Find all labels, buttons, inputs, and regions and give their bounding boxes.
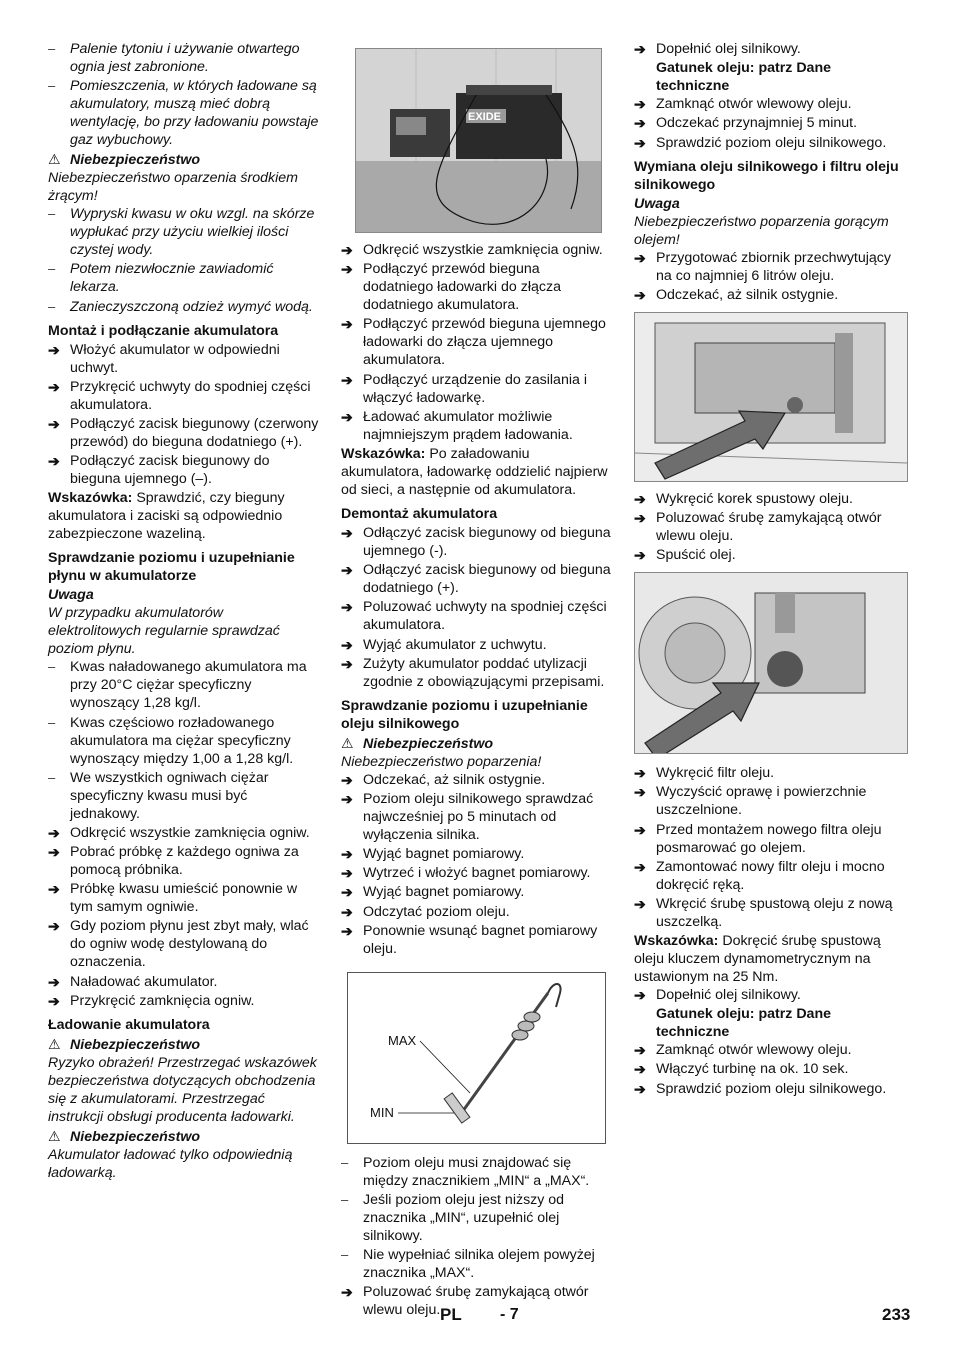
arrow-icon: ➔ [48,341,60,358]
hint: Wskazówka: Dokręcić śrubę spustową oleju kluczem dynamometrycznym na ustawionym na 25 Nm. [634,933,881,986]
step-item: ➔ Poluzować uchwyty na spodniej części akumulatora. [341,599,607,634]
step-item: ➔ Wyjąć bagnet pomiarowy. [341,846,525,863]
arrow-icon: ➔ [634,1042,646,1059]
step-item: ➔ Gdy poziom płynu jest zbyt mały, wlać do ogniw wodę destylowaną do oznaczenia. [48,918,309,971]
arrow-icon: ➔ [634,490,646,507]
arrow-icon: ➔ [341,884,353,901]
arrow-icon: ➔ [341,316,353,333]
step-item: ➔ Wkręcić śrubę spustową oleju z nową uszczelką. [634,895,893,930]
arrow-icon: ➔ [48,415,60,432]
arrow-icon: ➔ [341,865,353,882]
step-item: ➔ Podłączyć zacisk biegunowy (czerwony przewód) do bieguna dodatniego (+). [48,415,319,450]
step-item: ➔ Sprawdzić poziom oleju silnikowego. [634,1080,887,1097]
step-item: ➔ Poziom oleju silnikowego sprawdzać najwcześniej po 5 minutach od wyłączenia silnika. [341,790,594,843]
arrow-icon: ➔ [634,821,646,838]
step-item: ➔ Przygotować zbiornik przechwytujący na co najmniej 6 litrów oleju. [634,249,891,284]
list-item: – Jeśli poziom oleju jest niższy od znacznika „MIN“, uzupełnić olej silnikowy. [341,1192,565,1244]
step-item: ➔ Odczytać poziom oleju. [341,903,510,920]
step-item: ➔ Przed montażem nowego filtra oleju posmarować go olejem. [634,821,882,856]
warning-heading: ⚠ Niebezpieczeństwo [48,1128,201,1145]
section-heading: Demontaż akumulatora [341,505,498,522]
step-item: ➔ Zamknąć otwór wlewowy oleju. [634,1042,852,1059]
caution-text: W przypadku akumulatorów elektrolitowych regularnie sprawdzać poziom płynu. [48,605,280,658]
oil-type-note: Gatunek oleju: patrz Dane techniczne [656,1006,832,1041]
step-item: ➔ Podłączyć przewód bieguna dodatniego ładowarki do złącza dodatniego akumulatora. [341,261,561,314]
arrow-icon: ➔ [341,371,353,388]
list-item: – Zanieczyszczoną odzież wymyć wodą. [48,298,313,315]
list-item: – Wypryski kwasu w oku wzgl. na skórze wypłukać przy użyciu wielkiej ilości czystej wody. [48,206,315,259]
warning-heading: ⚠ Niebezpieczeństwo [341,735,494,752]
step-item: ➔ Odkręcić wszystkie zamknięcia ogniw. [341,242,603,258]
column-right [634,40,907,1099]
arrow-icon: ➔ [634,547,646,564]
min-label: MIN [370,1104,394,1120]
step-item: ➔ Podłączyć urządzenie do zasilania i włączyć ładowarkę. [341,371,587,406]
list-item: – Kwas naładowanego akumulatora ma przy 20°C ciężar specyficzny wynoszący 1,28 kg/l. [48,659,307,712]
list-item: – Kwas częściowo rozładowanego akumulatora ma ciężar specyficzny wynoszący między 1,00 a 1,28 kg/l. [48,714,294,767]
arrow-icon: ➔ [48,378,60,395]
step-item: ➔ Zużyty akumulator poddać utylizacji zgodnie z obowiązującymi przepisami. [341,655,605,690]
arrow-icon: ➔ [48,844,60,861]
warning-text: Akumulator ładować tylko odpowiednią ładowarką. [48,1146,293,1181]
step-item: ➔ Pobrać próbkę z każdego ogniwa za pomocą próbnika. [48,844,299,879]
arrow-icon: ➔ [341,903,353,920]
step-item: ➔ Wykręcić filtr oleju. [634,765,775,782]
arrow-icon: ➔ [634,895,646,912]
arrow-icon: ➔ [341,1284,353,1301]
section-heading: Sprawdzanie poziomu i uzupełnianie płynu w akumulatorze [48,550,295,585]
list-item: – Poziom oleju musi znajdować się między znacznikiem „MIN“ a „MAX“. [341,1154,590,1189]
warning-heading: ⚠ Niebezpieczeństwo [48,1036,201,1053]
arrow-icon: ➔ [634,249,646,266]
arrow-icon: ➔ [634,1061,646,1078]
arrow-icon: ➔ [634,858,646,875]
warning-heading: ⚠ Niebezpieczeństwo [48,152,201,169]
arrow-icon: ➔ [634,286,646,303]
column-middle [341,40,613,1321]
step-item: ➔ Zamontować nowy filtr oleju i mocno dokręcić ręką. [634,858,885,893]
warning-triangle-icon: ⚠ [341,735,354,752]
arrow-icon: ➔ [634,115,646,132]
arrow-icon: ➔ [341,922,353,939]
step-item: ➔ Przykręcić uchwyty do spodniej części akumulatora. [48,378,311,413]
step-item: ➔ Dopełnić olej silnikowy. [634,41,801,57]
warning-triangle-icon: ⚠ [48,152,61,169]
step-item: ➔ Wyjąć bagnet pomiarowy. [341,884,525,901]
battery-charger-photo [355,48,602,233]
list-item: – We wszystkich ogniwach ciężar specyficzny kwasu musi być jednakowy. [48,769,269,822]
step-item: ➔ Podłączyć przewód bieguna ujemnego ładowarki do złącza ujemnego akumulatora. [341,316,606,369]
step-item: ➔ Zamknąć otwór wlewowy oleju. [634,96,852,113]
arrow-icon: ➔ [634,96,646,113]
arrow-icon: ➔ [48,881,60,898]
list-item: – Palenie tytoniu i używanie otwartego ognia jest zabronione. [48,41,300,75]
step-item: ➔ Włożyć akumulator w odpowiedni uchwyt. [48,341,280,376]
max-label: MAX [388,1032,417,1048]
arrow-icon: ➔ [634,784,646,801]
dipstick-diagram [347,972,606,1144]
section-heading: Ładowanie akumulatora [48,1016,210,1033]
drain-plug-photo [634,312,908,482]
step-item: ➔ Odczekać, aż silnik ostygnie. [341,771,546,788]
step-item: ➔ Sprawdzić poziom oleju silnikowego. [634,134,887,151]
step-item: ➔ Przykręcić zamknięcia ogniw. [48,992,255,1009]
section-heading: Montaż i podłączanie akumulatora [48,322,279,339]
footer-language: PL [440,1305,462,1324]
footer-page-section: - 7 [500,1306,519,1323]
oil-type-note: Gatunek oleju: patrz Dane techniczne [656,60,832,95]
step-item: ➔ Naładować akumulator. [48,973,218,990]
hint: Wskazówka: Sprawdzić, czy bieguny akumulatora i zaciski są odpowiednio zabezpieczone wazeliną. [48,490,285,543]
list-item: – Potem niezwłocznie zawiadomić lekarza. [48,261,274,296]
step-item: ➔ Próbkę kwasu umieścić ponownie w tym samym ogniwie. [48,881,298,916]
step-item: ➔ Wyjąć akumulator z uchwytu. [341,636,547,653]
arrow-icon: ➔ [48,918,60,935]
arrow-icon: ➔ [634,134,646,151]
arrow-icon: ➔ [341,599,353,616]
warning-text: Niebezpieczeństwo oparzenia środkiem żrącym! [48,170,298,205]
step-item: ➔ Wyczyścić oprawę i powierzchnie uszczelnione. [634,784,867,819]
step-item: ➔ Spuścić olej. [634,547,736,564]
step-item: ➔ Poluzować śrubę zamykającą otwór wlewu oleju. [341,1284,589,1319]
step-item: ➔ Wytrzeć i włożyć bagnet pomiarowy. [341,865,591,882]
arrow-icon: ➔ [341,636,353,653]
arrow-icon: ➔ [341,562,353,579]
arrow-icon: ➔ [48,453,60,470]
step-item: ➔ Dopełnić olej silnikowy. [634,987,801,1004]
arrow-icon: ➔ [48,973,60,990]
step-item: ➔ Włączyć turbinę na ok. 10 sek. [634,1061,849,1078]
arrow-icon: ➔ [341,524,353,541]
step-item: ➔ Wykręcić korek spustowy oleju. [634,490,853,507]
arrow-icon: ➔ [634,1080,646,1097]
caution-heading: Uwaga [48,587,94,604]
warning-text: Niebezpieczeństwo poparzenia! [341,753,542,770]
arrow-icon: ➔ [634,765,646,782]
column-left [48,40,320,1182]
arrow-icon: ➔ [634,987,646,1004]
step-item: ➔ Ponownie wsunąć bagnet pomiarowy oleju. [341,922,598,957]
section-heading: Sprawdzanie poziomu i uzupełnianie oleju silnikowego [341,697,588,732]
step-item: ➔ Ładować akumulator możliwie najmniejszym prądem ładowania. [341,408,573,443]
arrow-icon: ➔ [634,509,646,526]
footer-page-number: 233 [882,1305,911,1324]
arrow-icon: ➔ [634,41,646,57]
arrow-icon: ➔ [341,655,353,672]
arrow-icon: ➔ [48,992,60,1009]
step-item: ➔ Odczekać przynajmniej 5 minut. [634,115,858,132]
step-item: ➔ Odłączyć zacisk biegunowy od bieguna dodatniego (+). [341,562,611,597]
oil-filter-photo [634,572,908,754]
hint: Wskazówka: Po załadowaniu akumulatora, ładowarkę oddzielić najpierw od sieci, a następnie od akumulatora. [341,445,608,498]
battery-brand-label: EXIDE [468,111,502,123]
list-item: – Pomieszczenia, w których ładowane są akumulatory, muszą mieć dobrą wentylację, bo przy ładowaniu powstaje gaz wybuchowy. [48,78,319,149]
step-item: ➔ Podłączyć zacisk biegunowy do bieguna ujemnego (–). [48,453,270,488]
arrow-icon: ➔ [341,408,353,425]
arrow-icon: ➔ [48,824,60,841]
caution-text: Niebezpieczeństwo poparzenia gorącym olejem! [634,213,889,248]
step-item: ➔ Odłączyć zacisk biegunowy od bieguna ujemnego (-). [341,524,611,559]
arrow-icon: ➔ [341,261,353,278]
step-item: ➔ Odczekać, aż silnik ostygnie. [634,286,839,303]
arrow-icon: ➔ [341,771,353,788]
arrow-icon: ➔ [341,242,353,258]
warning-text: Ryzyko obrażeń! Przestrzegać wskazówek bezpieczeństwa dotyczących obchodzenia się z akumulatorami. Przestrzegać instrukcji obsługi producenta ładowarki. [48,1054,317,1125]
step-item: ➔ Odkręcić wszystkie zamknięcia ogniw. [48,824,310,841]
step-item: ➔ Poluzować śrubę zamykającą otwór wlewu oleju. [634,509,882,544]
warning-triangle-icon: ⚠ [48,1036,61,1053]
section-heading: Wymiana oleju silnikowego i filtru oleju silnikowego [634,158,899,193]
arrow-icon: ➔ [341,846,353,863]
list-item: – Nie wypełniać silnika olejem powyżej znacznika „MAX“. [341,1247,595,1282]
arrow-icon: ➔ [341,790,353,807]
caution-heading: Uwaga [634,195,680,212]
warning-triangle-icon: ⚠ [48,1128,61,1145]
